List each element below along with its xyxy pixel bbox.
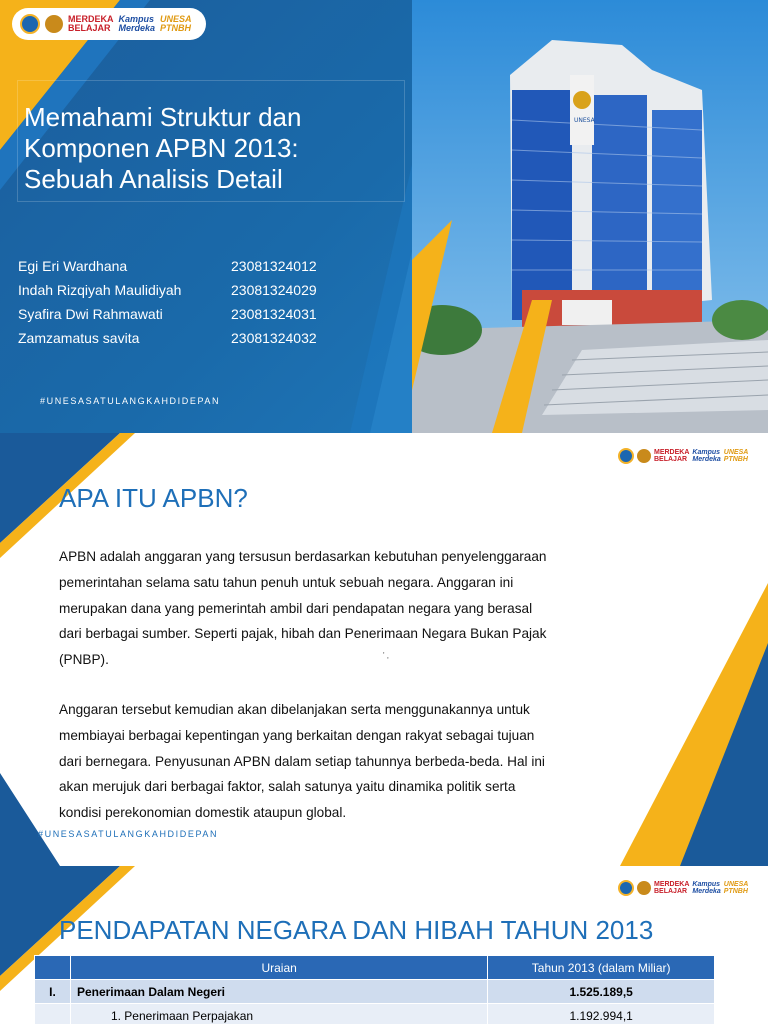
paragraph-line: (PNBP). <box>59 652 109 668</box>
paragraph-line: APBN adalah anggaran yang tersusun berdasarkan kebutuhan penyelenggaraan <box>59 549 547 564</box>
member-id: 23081324029 <box>231 282 317 298</box>
paragraph-1 <box>59 544 579 673</box>
kampus-merdeka-logo: Kampus Merdeka <box>692 881 721 895</box>
partner-logos-small <box>612 875 762 901</box>
table-header-cell: Tahun 2013 (dalam Miliar) <box>488 956 715 980</box>
kemdikbud-logo-icon <box>618 448 634 464</box>
member-name: Syafira Dwi Rahmawati <box>18 306 163 322</box>
member-list <box>18 258 358 354</box>
table-row <box>35 1004 715 1024</box>
table-cell: I. <box>35 980 71 1004</box>
presentation-title-line-1: Memahami Struktur dan <box>24 102 302 132</box>
table-row <box>35 980 715 1004</box>
member-row <box>18 258 358 282</box>
member-name: Egi Eri Wardhana <box>18 258 128 274</box>
member-id: 23081324032 <box>231 330 317 346</box>
table-header-row <box>35 956 715 980</box>
table-cell: 1.525.189,5 <box>488 980 715 1004</box>
hashtag: #UNESASATULANGKAHDIDEPAN <box>40 396 221 406</box>
table-cell: 1.192.994,1 <box>488 1004 715 1024</box>
campus-building-image <box>412 0 768 433</box>
kampus-merdeka-logo: Kampus Merdeka <box>692 449 721 463</box>
merdeka-belajar-logo: MERDEKA BELAJAR <box>654 881 690 895</box>
table-cell <box>35 1004 71 1024</box>
title-slide <box>0 0 768 433</box>
presentation-title-line-2: Komponen APBN 2013: <box>24 133 299 163</box>
stray-mark: ' , <box>383 651 389 660</box>
revenue-table-slide <box>0 866 768 1024</box>
apbn-definition-slide <box>0 433 768 866</box>
paragraph-line: Anggaran tersebut kemudian akan dibelanjakan serta menggunakannya untuk <box>59 702 530 717</box>
member-row <box>18 330 358 354</box>
paragraph-line: merupakan dana yang pemerintah ambil dari pendapatan negara yang berasal <box>59 600 533 616</box>
member-name: Zamzamatus savita <box>18 330 140 346</box>
member-id: 23081324031 <box>231 306 317 322</box>
paragraph-line: kondisi perekonomian domestik ataupun global. <box>59 805 347 821</box>
member-row <box>18 306 358 330</box>
paragraph-line: pemerintahan selama satu tahun penuh untuk sebuah negara. Anggaran ini <box>59 574 514 590</box>
kemdikbud-logo-icon <box>20 14 40 34</box>
table-cell: 1. Penerimaan Perpajakan <box>70 1004 487 1024</box>
member-row <box>18 282 358 306</box>
revenue-table <box>34 955 715 1024</box>
paragraph-line: dari berbagai sumber. Seperti pajak, hibah dan Penerimaan Negara Bukan Pajak <box>59 626 547 642</box>
table-header-cell: Uraian <box>70 956 487 980</box>
hashtag: #UNESASATULANGKAHDIDEPAN <box>38 829 219 839</box>
kemdikbud-logo-icon <box>618 880 634 896</box>
building-sign: UNESA <box>574 117 595 124</box>
tut-wuri-seal-icon <box>637 449 651 463</box>
partner-logos-small <box>612 443 762 469</box>
merdeka-belajar-logo: MERDEKA BELAJAR <box>68 14 114 33</box>
unesa-ptnbh-logo: UNESA PTNBH <box>723 881 749 895</box>
tut-wuri-seal-icon <box>45 15 63 33</box>
unesa-ptnbh-logo: UNESA PTNBH <box>160 14 192 33</box>
paragraph-line: akan merujuk dari berbagai faktor, salah satunya yaitu dinamika politik serta <box>59 779 516 795</box>
section-heading: APA ITU APBN? <box>59 483 248 513</box>
member-id: 23081324012 <box>231 258 317 274</box>
merdeka-belajar-logo: MERDEKA BELAJAR <box>654 449 690 463</box>
kampus-merdeka-logo: Kampus Merdeka <box>118 14 156 33</box>
table-header-cell <box>35 956 71 980</box>
tut-wuri-seal-icon <box>637 881 651 895</box>
table-cell: Penerimaan Dalam Negeri <box>70 980 487 1004</box>
presentation-title-line-3: Sebuah Analisis Detail <box>24 164 283 194</box>
paragraph-2 <box>59 697 579 826</box>
unesa-ptnbh-logo: UNESA PTNBH <box>723 449 749 463</box>
member-name: Indah Rizqiyah Maulidiyah <box>18 282 182 298</box>
paragraph-line: membiayai berbagai kepentingan yang berkaitan dengan rakyat sebagai tujuan <box>59 727 535 743</box>
paragraph-line: dari bernegara. Penyusunan APBN dalam setiap tahunnya berbeda-beda. Hal ini <box>59 753 545 769</box>
partner-logos <box>12 8 206 40</box>
section-heading: PENDAPATAN NEGARA DAN HIBAH TAHUN 2013 <box>59 915 654 945</box>
